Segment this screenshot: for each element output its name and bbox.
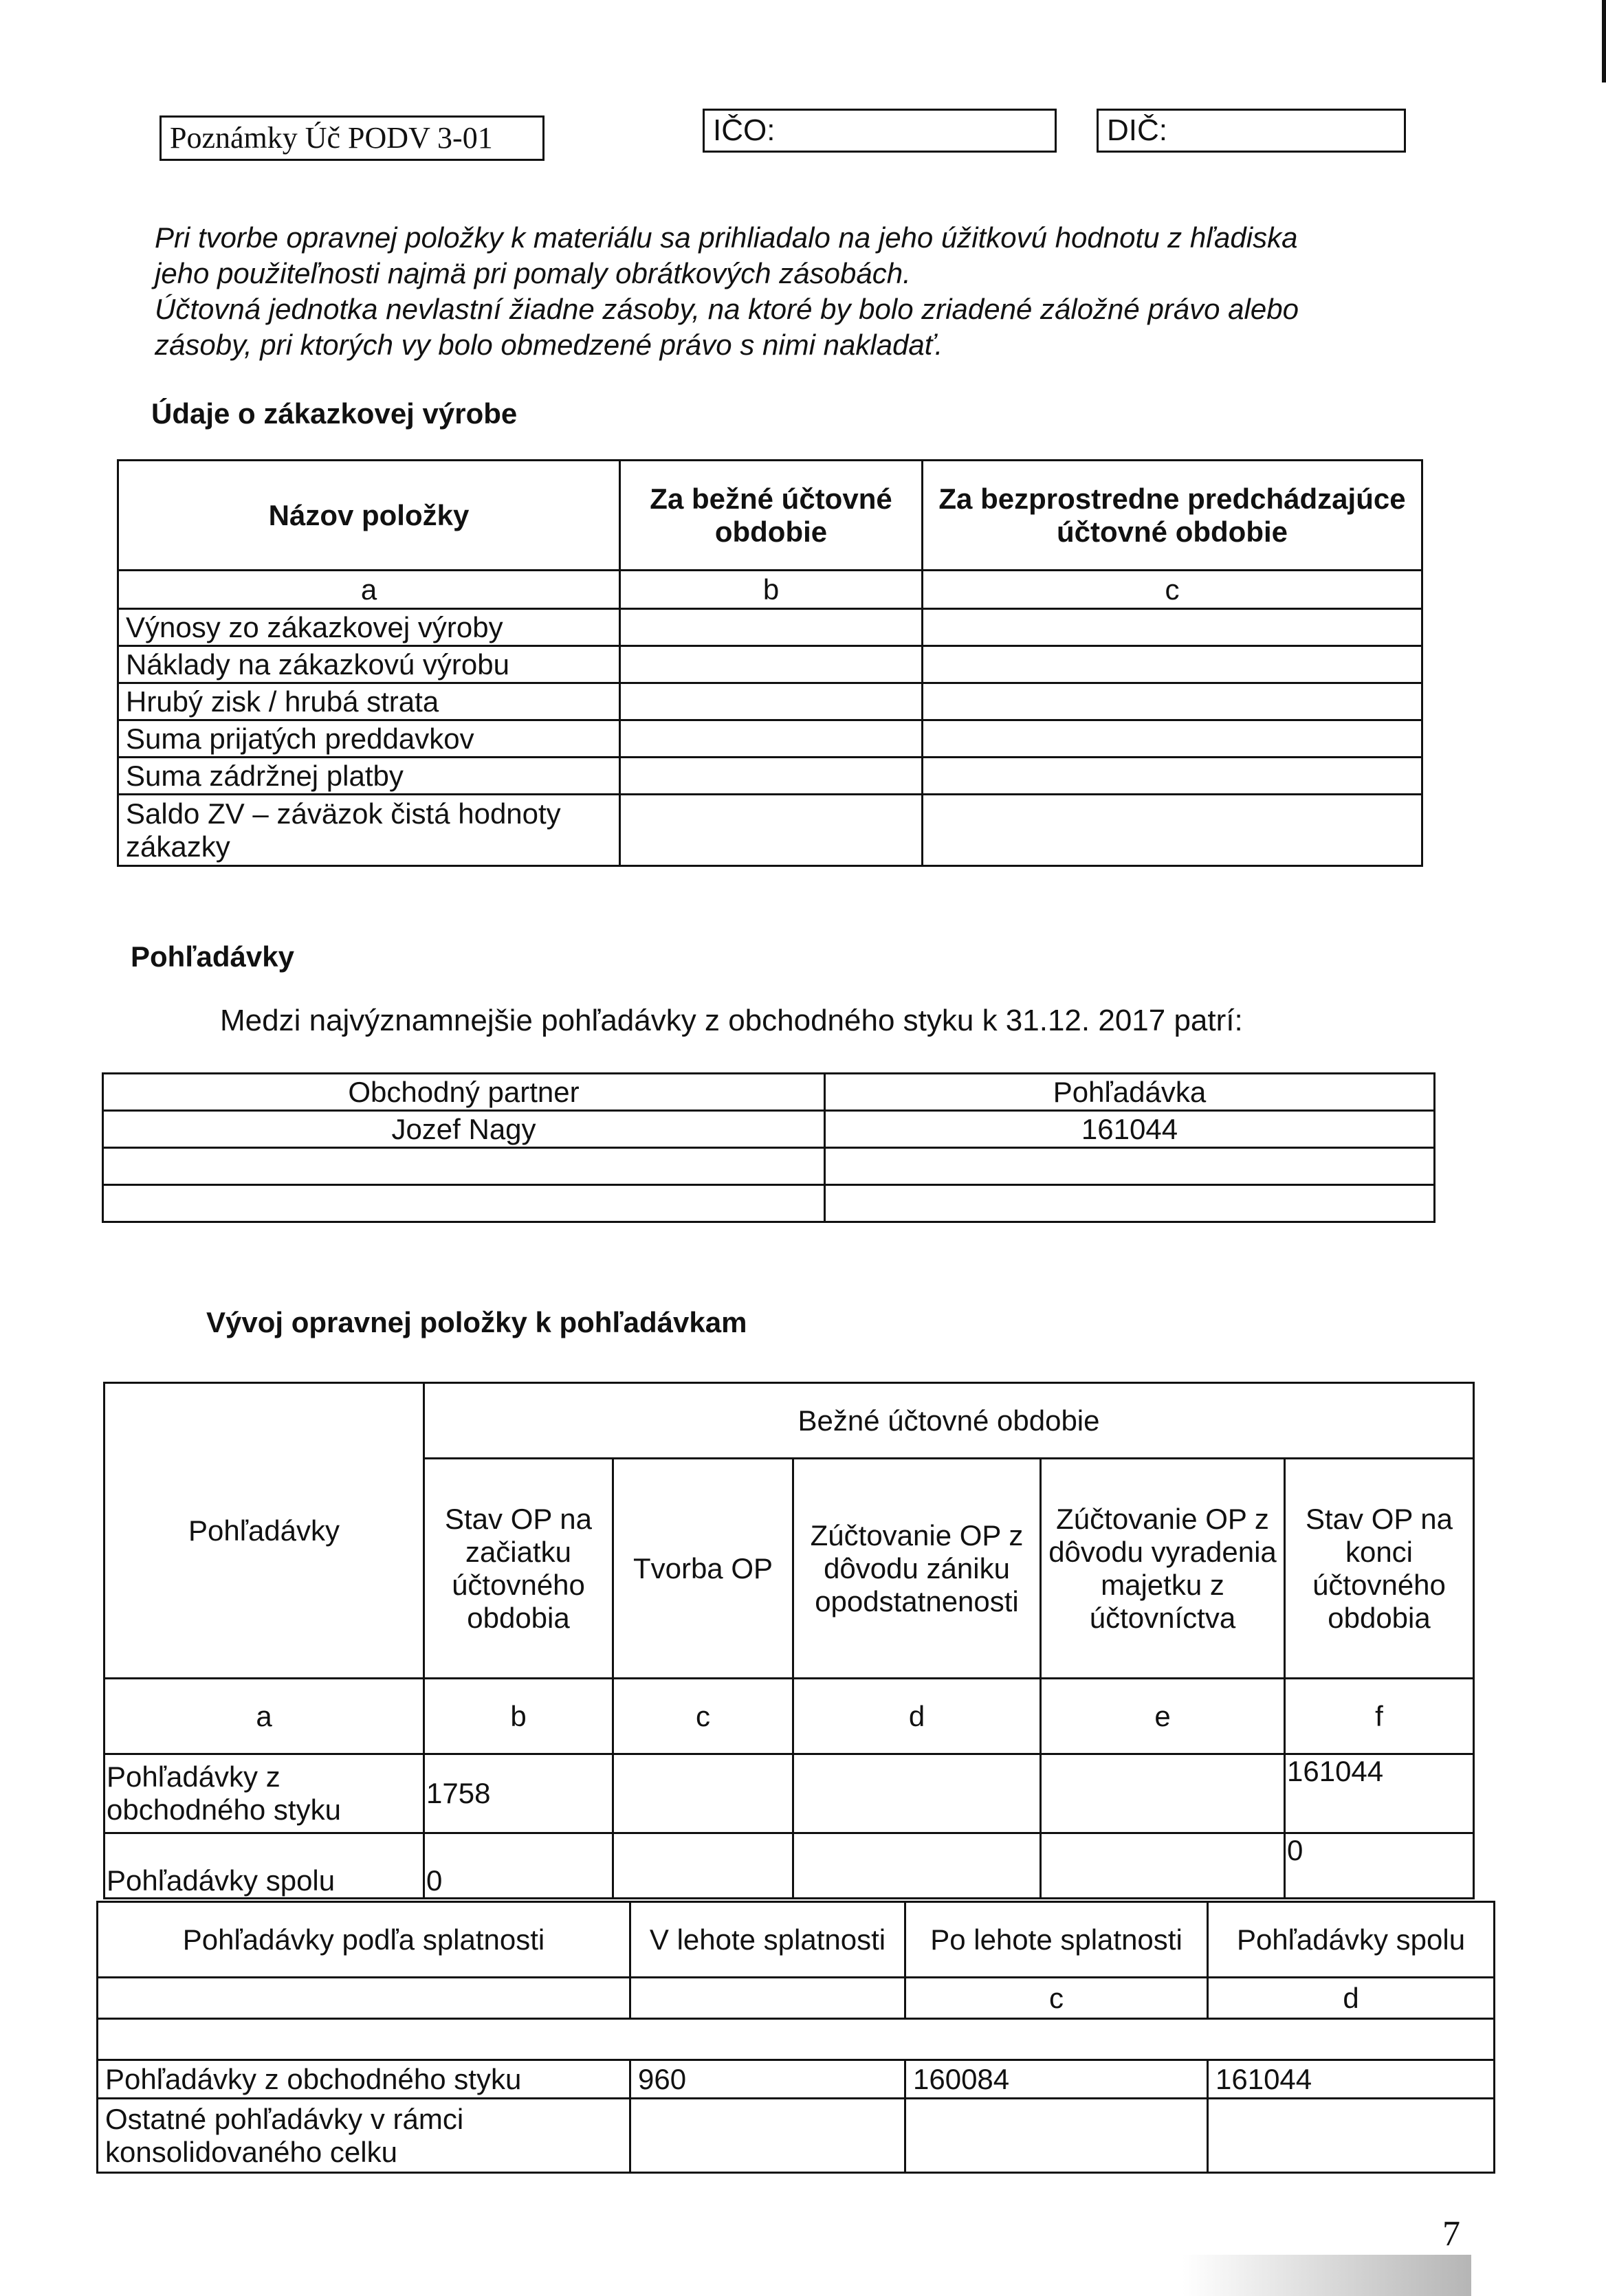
value-cell[interactable]: [620, 609, 923, 646]
value-cell[interactable]: [1041, 1754, 1285, 1833]
letter-cell: d: [1208, 1978, 1495, 2019]
value-cell[interactable]: [923, 646, 1422, 683]
table-row: [103, 1148, 1435, 1185]
group-header-row: [104, 1383, 1474, 1459]
column-header: Tvorba OP: [613, 1459, 793, 1679]
intro-paragraph: [155, 220, 1427, 363]
value-cell[interactable]: [923, 758, 1422, 795]
spacer-cell: [98, 2019, 1495, 2060]
row-label: Pohľadávky z obchodného styku: [104, 1754, 424, 1833]
letter-cell: [98, 1978, 630, 2019]
letter-cell: e: [1041, 1679, 1285, 1754]
value-cell[interactable]: [620, 758, 923, 795]
intro-line: jeho použiteľnosti najmä pri pomaly obrátkových zásobách.: [155, 257, 911, 289]
value-cell[interactable]: [905, 2099, 1208, 2173]
header-cell: Po lehote splatnosti: [905, 1902, 1208, 1978]
amount-cell[interactable]: 161044: [825, 1111, 1435, 1148]
dic-label: DIČ:: [1107, 113, 1167, 147]
table-row: [98, 2060, 1495, 2099]
table-row: [118, 720, 1422, 758]
section-title-opravna-polozka: Vývoj opravnej položky k pohľadávkam: [206, 1306, 747, 1338]
amount-cell[interactable]: [825, 1148, 1435, 1185]
value-cell[interactable]: [1208, 2099, 1495, 2173]
letter-cell: a: [118, 571, 620, 609]
row-label: Saldo ZV – záväzok čistá hodnoty zákazky: [118, 795, 620, 866]
pohladavky-subtitle: Medzi najvýznamnejšie pohľadávky z obchodného styku k 31.12. 2017 patrí:: [220, 1004, 1243, 1037]
value-cell[interactable]: 0: [1285, 1833, 1474, 1899]
section-title-zakazkova-vyroba: Údaje o zákazkovej výrobe: [151, 397, 518, 430]
table-row: [118, 683, 1422, 720]
intro-line: zásoby, pri ktorých vy bolo obmedzené právo s nimi nakladať.: [155, 329, 943, 361]
value-cell[interactable]: 161044: [1208, 2060, 1495, 2099]
column-header: Zúčtovanie OP z dôvodu vyradenia majetku z účtovníctva: [1041, 1459, 1285, 1679]
value-cell[interactable]: [923, 683, 1422, 720]
row-label: Suma zádržnej platby: [118, 758, 620, 795]
table-row: [118, 609, 1422, 646]
row-label: Výnosy zo zákazkovej výroby: [118, 609, 620, 646]
letter-cell: c: [613, 1679, 793, 1754]
column-header: Stav OP na začiatku účtovného obdobia: [424, 1459, 613, 1679]
letter-row: [118, 571, 1422, 609]
table-row: [118, 646, 1422, 683]
value-cell[interactable]: [620, 683, 923, 720]
header-cell: Obchodný partner: [103, 1074, 825, 1111]
letter-cell: a: [104, 1679, 424, 1754]
partner-cell[interactable]: [103, 1185, 825, 1222]
value-cell[interactable]: [620, 646, 923, 683]
letter-cell: d: [793, 1679, 1041, 1754]
splatnost-table: [96, 1901, 1495, 2174]
scan-shadow: [1182, 2255, 1471, 2296]
table-header-row: [118, 461, 1422, 571]
group-header-cell: Bežné účtovné obdobie: [424, 1383, 1474, 1459]
header-cell: Pohľadávky podľa splatnosti: [98, 1902, 630, 1978]
page-number: 7: [1442, 2214, 1460, 2253]
table-row: [103, 1185, 1435, 1222]
letter-cell: [630, 1978, 905, 2019]
row-label: Ostatné pohľadávky v rámci konsolidovaného celku: [98, 2099, 630, 2173]
amount-cell[interactable]: [825, 1185, 1435, 1222]
value-cell[interactable]: [613, 1754, 793, 1833]
header-cell: Pohľadávky spolu: [1208, 1902, 1495, 1978]
value-cell[interactable]: 161044: [1285, 1754, 1474, 1833]
table-row: [104, 1754, 1474, 1833]
value-cell[interactable]: 160084: [905, 2060, 1208, 2099]
letter-row: [98, 1978, 1495, 2019]
header-cell: Názov položky: [118, 461, 620, 571]
value-cell[interactable]: 1758: [424, 1754, 613, 1833]
partner-cell[interactable]: Jozef Nagy: [103, 1111, 825, 1148]
row-label: Pohľadávky z obchodného styku: [98, 2060, 630, 2099]
partner-cell[interactable]: [103, 1148, 825, 1185]
header-cell: V lehote splatnosti: [630, 1902, 905, 1978]
row-label: Hrubý zisk / hrubá strata: [118, 683, 620, 720]
header-cell: Pohľadávka: [825, 1074, 1435, 1111]
letter-cell: c: [905, 1978, 1208, 2019]
ico-label: IČO:: [713, 113, 776, 147]
row-label: Pohľadávky spolu: [104, 1833, 424, 1899]
value-cell[interactable]: [613, 1833, 793, 1899]
column-header: Zúčtovanie OP z dôvodu zániku opodstatnenosti: [793, 1459, 1041, 1679]
table-row: [118, 795, 1422, 866]
intro-line: Pri tvorbe opravnej položky k materiálu sa prihliadalo na jeho úžitkovú hodnotu z hľadiska: [155, 221, 1298, 254]
value-cell[interactable]: [923, 795, 1422, 866]
value-cell[interactable]: [620, 720, 923, 758]
table-row: [118, 758, 1422, 795]
header-cell: Za bežné účtovné obdobie: [620, 461, 923, 571]
opravna-polozka-table: [103, 1382, 1475, 1899]
letter-cell: c: [923, 571, 1422, 609]
form-label: Poznámky Úč PODV 3-01: [170, 121, 493, 155]
row-label: Suma prijatých preddavkov: [118, 720, 620, 758]
value-cell[interactable]: [923, 609, 1422, 646]
table-row: [103, 1111, 1435, 1148]
value-cell[interactable]: 960: [630, 2060, 905, 2099]
letter-cell: f: [1285, 1679, 1474, 1754]
table-row: [104, 1833, 1474, 1899]
spacer-row: [98, 2019, 1495, 2060]
value-cell[interactable]: [630, 2099, 905, 2173]
value-cell[interactable]: [793, 1754, 1041, 1833]
column-header: Stav OP na konci účtovného obdobia: [1285, 1459, 1474, 1679]
letter-cell: b: [620, 571, 923, 609]
row-header-cell: Pohľadávky: [104, 1383, 424, 1679]
form-label-box: [160, 115, 544, 161]
ico-field[interactable]: [703, 109, 1057, 153]
pohladavky-partner-table: [102, 1072, 1436, 1223]
row-label: Náklady na zákazkovú výrobu: [118, 646, 620, 683]
table-header-row: [103, 1074, 1435, 1111]
header-cell: Za bezprostredne predchádzajúce účtovné obdobie: [923, 461, 1422, 571]
letter-cell: b: [424, 1679, 613, 1754]
value-cell[interactable]: [620, 795, 923, 866]
table-row: [98, 2099, 1495, 2173]
value-cell[interactable]: [923, 720, 1422, 758]
dic-field[interactable]: [1097, 109, 1406, 153]
table-header-row: [98, 1902, 1495, 1978]
value-cell[interactable]: 0: [424, 1833, 613, 1899]
scan-edge-mark: [1602, 0, 1606, 82]
zakazkova-vyroba-table: [117, 459, 1423, 867]
intro-line: Účtovná jednotka nevlastní žiadne zásoby, na ktoré by bolo zriadené záložné právo alebo: [155, 293, 1299, 325]
letter-row: [104, 1679, 1474, 1754]
value-cell[interactable]: [1041, 1833, 1285, 1899]
value-cell[interactable]: [793, 1833, 1041, 1899]
section-title-pohladavky: Pohľadávky: [131, 940, 294, 973]
